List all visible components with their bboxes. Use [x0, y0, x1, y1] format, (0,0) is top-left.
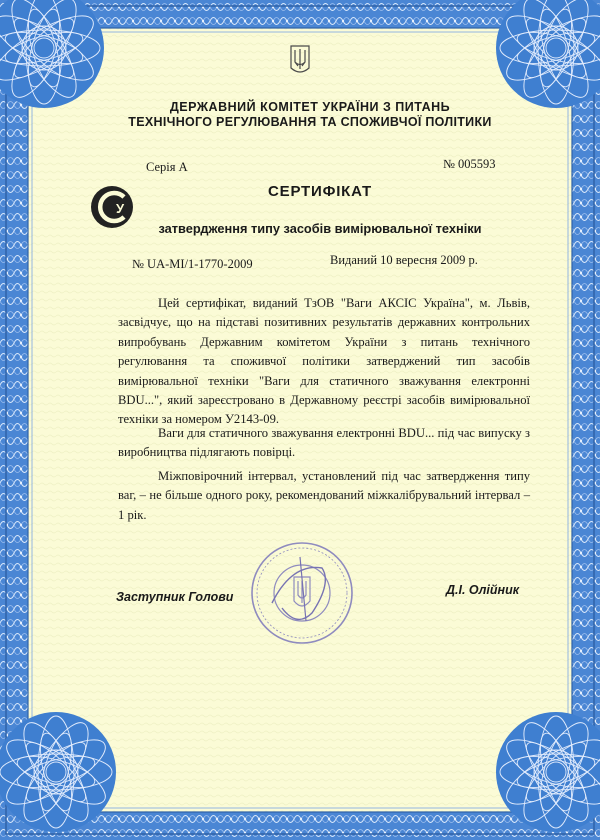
series-label: Серія А — [146, 160, 188, 174]
issuer-line-1: ДЕРЖАВНИЙ КОМІТЕТ УКРАЇНИ З ПИТАНЬ — [169, 100, 451, 114]
signatory-title: Заступник Голови — [116, 590, 234, 604]
body-paragraph-2: Ваги для статичного зважування електронні BDU... під час випуску з виробництва підлягають повірці. — [118, 426, 530, 460]
signatory-name: Д.І. Олійник — [446, 583, 520, 597]
certificate-number: № 005593 — [443, 157, 496, 171]
certificate-subtitle: затвердження типу засобів вимірювальної техніки — [158, 221, 482, 236]
rosette-bottom-left — [0, 712, 116, 832]
registration-number: № UA-MI/1-1770-2009 — [132, 257, 253, 271]
issuer-line-2: ТЕХНІЧНОГО РЕГУЛЮВАННЯ ТА СПОЖИВЧОЇ ПОЛІТИКИ — [128, 115, 492, 129]
conformity-mark-icon — [91, 186, 133, 228]
body-paragraph-1: Цей сертифікат, виданий ТзОВ "Ваги АКСІС Україна", м. Львів, засвідчує, що на підставі позитивних результатів державних контрольних випробувань Державним комітетом України з питань технічного регулювання та споживчої політики затверджений тип засобів вимірювальної техніки "Ваги для статичного зважування електронні BDU...", який зареєстровано в Державному реєстрі засобів вимірювальної техніки за номером У2143-09. — [118, 296, 530, 427]
issue-date: Виданий 10 вересня 2009 р. — [330, 253, 478, 267]
page-title: СЕРТИФІКАТ — [268, 183, 372, 200]
svg-text:У: У — [116, 201, 125, 216]
body-paragraph-3: Міжповірочний інтервал, установлений під час затвердження типу ваг, – не більше одного року, рекомендований міжкалібрувальний інтервал – 1 рік. — [118, 469, 530, 522]
